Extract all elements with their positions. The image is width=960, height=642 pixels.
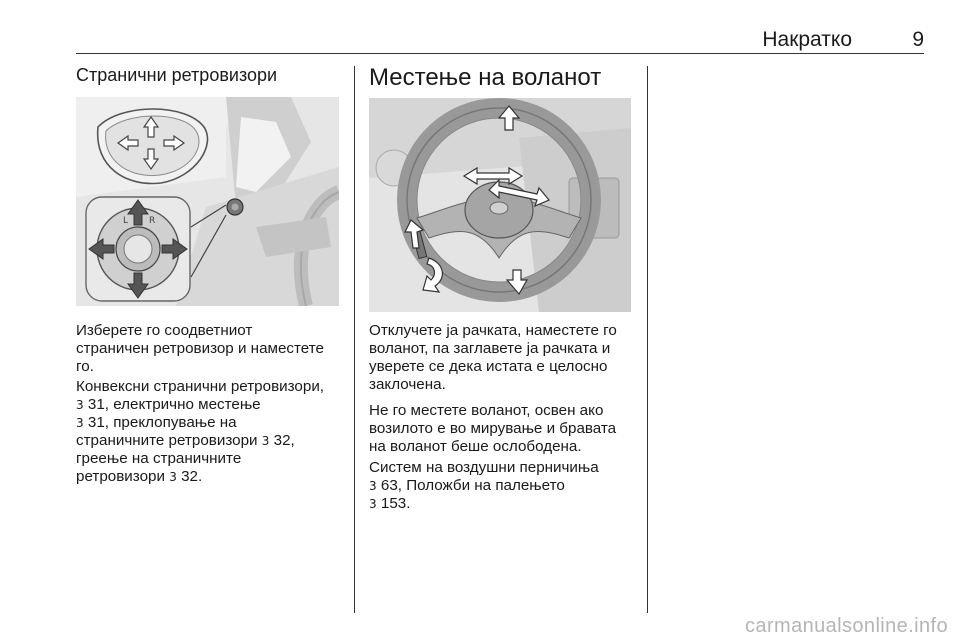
text-line: Изберете го соодветниот bbox=[76, 322, 253, 339]
page-number: 9 bbox=[912, 28, 924, 51]
text-line: уверете се дека истата е целосно bbox=[369, 358, 608, 375]
reference-paragraph-mirrors bbox=[76, 378, 346, 486]
svg-text:R: R bbox=[149, 216, 156, 226]
svg-text:L: L bbox=[123, 216, 129, 226]
column-divider-right bbox=[647, 66, 648, 613]
text-line: 3 31, преклопување на bbox=[76, 414, 237, 431]
section-title-steering: Местење на воланот bbox=[369, 64, 602, 91]
text-line: возилото е во мирување и бравата bbox=[369, 420, 617, 437]
text-line: греење на страничните bbox=[76, 450, 242, 467]
header-rule bbox=[76, 53, 924, 54]
text-line: страничните ретровизори 3 32, bbox=[76, 432, 295, 449]
text-line: воланот, па заглавете ја рачката и bbox=[369, 340, 611, 357]
text-line: ретровизори 3 32. bbox=[76, 468, 203, 485]
text-line: 3 153. bbox=[369, 495, 411, 512]
page-reference-icon: 3 bbox=[369, 497, 377, 511]
column-divider-left bbox=[354, 66, 355, 613]
mirror-adjust-illustration bbox=[76, 97, 339, 306]
text-line: Отклучете ја рачката, наместете го bbox=[369, 322, 617, 339]
text-line: страничен ретровизор и наместете bbox=[76, 340, 324, 357]
page-reference-icon: 3 bbox=[261, 434, 270, 448]
text-line: Конвексни странични ретровизори, bbox=[76, 378, 325, 395]
reference-paragraph-airbags bbox=[369, 459, 639, 513]
watermark: carmanualsonline.info bbox=[745, 615, 948, 637]
text-line: 3 31, електрично местење bbox=[76, 396, 261, 413]
warning-paragraph-adjust-stationary bbox=[369, 402, 639, 456]
text-line: заклочена. bbox=[369, 376, 446, 393]
text-line: Не го местете воланот, освен ако bbox=[369, 402, 604, 419]
page-reference-icon: 3 bbox=[169, 470, 177, 484]
text-line: 3 63, Положби на палењето bbox=[369, 477, 565, 494]
instruction-paragraph-select-mirror bbox=[76, 322, 346, 376]
section-title-mirrors: Странични ретровизори bbox=[76, 65, 278, 85]
page-reference-icon: 3 bbox=[76, 398, 84, 412]
steering-wheel-illustration bbox=[369, 98, 631, 312]
text-line: Систем на воздушни перничиња bbox=[369, 459, 599, 476]
instruction-paragraph-unlock-lever bbox=[369, 322, 639, 394]
text-line: го. bbox=[76, 358, 94, 375]
page-header-title: Накратко bbox=[762, 28, 852, 51]
text-line: на воланот беше ослободена. bbox=[369, 438, 582, 455]
page-reference-icon: 3 bbox=[76, 416, 84, 430]
page-reference-icon: 3 bbox=[369, 479, 377, 493]
